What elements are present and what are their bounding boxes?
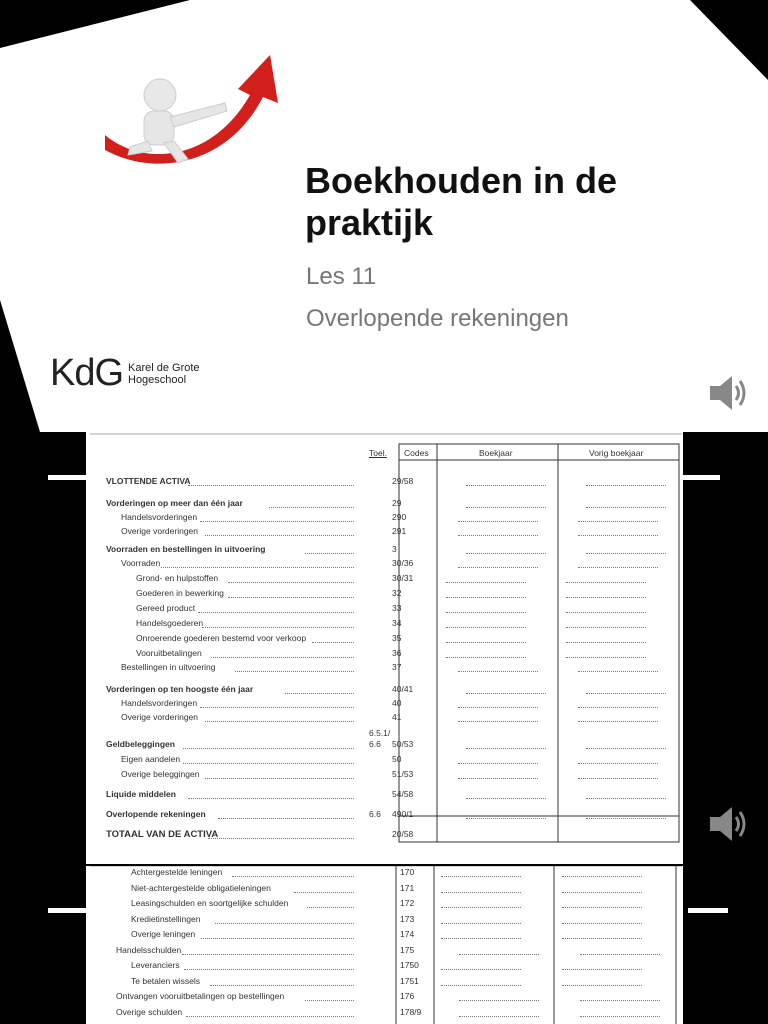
leader-dots bbox=[186, 1016, 354, 1017]
row-code: 172 bbox=[400, 898, 415, 908]
boekjaar-blank bbox=[466, 507, 546, 508]
boekjaar-blank bbox=[458, 567, 538, 568]
leader-dots bbox=[200, 707, 354, 708]
liabilities-table bbox=[86, 866, 683, 1024]
leader-dots bbox=[218, 818, 354, 819]
leader-dots bbox=[235, 671, 354, 672]
row-code: 34 bbox=[392, 618, 402, 628]
leader-dots bbox=[205, 721, 354, 722]
row-code: 173 bbox=[400, 913, 415, 924]
boekjaar-blank bbox=[458, 763, 538, 764]
row-label: Onroerende goederen bestemd voor verkoop bbox=[136, 633, 307, 643]
row-code: 37 bbox=[392, 662, 402, 672]
leader-dots bbox=[228, 582, 354, 583]
row-code: 40/41 bbox=[392, 684, 414, 694]
vorig-boekjaar-blank bbox=[580, 1000, 660, 1001]
vorig-boekjaar-blank bbox=[562, 985, 642, 986]
leader-dots bbox=[205, 535, 354, 536]
leader-dots bbox=[307, 907, 354, 908]
row-code: 33 bbox=[392, 603, 402, 613]
vorig-boekjaar-blank bbox=[578, 535, 658, 536]
vorig-boekjaar-blank bbox=[562, 923, 642, 924]
boekjaar-blank bbox=[459, 1000, 539, 1001]
row-code: 50/53 bbox=[392, 739, 414, 749]
row-label: Te betalen wissels bbox=[131, 975, 200, 986]
row-code: 176 bbox=[400, 991, 415, 1001]
leader-dots bbox=[305, 1000, 354, 1001]
boekjaar-blank bbox=[441, 938, 521, 939]
vorig-boekjaar-blank bbox=[586, 748, 666, 749]
row-label: VLOTTENDE ACTIVA bbox=[106, 476, 191, 486]
vorig-boekjaar-blank bbox=[562, 892, 642, 893]
row-label: TOTAAL VAN DE ACTIVA bbox=[106, 829, 219, 840]
vorig-boekjaar-blank bbox=[578, 763, 658, 764]
leader-dots bbox=[202, 627, 354, 628]
row-code: 29 bbox=[392, 498, 402, 508]
row-label: Goederen in bewerking bbox=[136, 588, 224, 598]
leader-dots bbox=[183, 748, 355, 749]
leader-dots bbox=[205, 778, 354, 779]
vorig-boekjaar-blank bbox=[562, 938, 642, 939]
logo-name bbox=[128, 362, 248, 386]
row-label: Achtergestelde leningen bbox=[131, 867, 223, 877]
vorig-boekjaar-blank bbox=[586, 485, 666, 486]
row-code: 51/53 bbox=[392, 769, 414, 779]
row-code: 30/36 bbox=[392, 558, 414, 568]
row-label: Voorraden en bestellingen in uitvoering bbox=[106, 544, 266, 554]
row-code: 35 bbox=[392, 633, 402, 643]
row-label: Vooruitbetalingen bbox=[136, 648, 202, 658]
logo-name-line-1: Karel de Grote bbox=[128, 362, 200, 374]
header-codes: Codes bbox=[404, 448, 429, 458]
leader-dots bbox=[211, 657, 354, 658]
vorig-boekjaar-blank bbox=[562, 969, 642, 970]
row-label: Niet-achtergestelde obligatieleningen bbox=[131, 882, 271, 893]
row-label: Vorderingen op meer dan één jaar bbox=[106, 498, 243, 508]
vorig-boekjaar-blank bbox=[586, 693, 666, 694]
boekjaar-blank bbox=[446, 642, 526, 643]
slide-title bbox=[305, 160, 705, 244]
row-label: Vorderingen op ten hoogste één jaar bbox=[106, 684, 254, 694]
lesson-topic: Overlopende rekeningen bbox=[306, 305, 569, 332]
speaker-icon-2[interactable] bbox=[708, 803, 750, 845]
header-boekjaar: Boekjaar bbox=[479, 448, 513, 458]
row-code: 291 bbox=[392, 526, 407, 536]
leader-dots bbox=[312, 642, 354, 643]
vorig-boekjaar-blank bbox=[566, 597, 646, 598]
row-code: 171 bbox=[400, 882, 415, 893]
leader-dots bbox=[232, 876, 354, 877]
row-label: Kredietinstellingen bbox=[131, 913, 201, 924]
row-code: 30/31 bbox=[392, 573, 414, 583]
row-code: 36 bbox=[392, 648, 402, 658]
leader-dots bbox=[210, 985, 354, 986]
speaker-icon[interactable] bbox=[708, 372, 750, 414]
row-code: 174 bbox=[400, 929, 415, 939]
boekjaar-blank bbox=[466, 693, 546, 694]
vorig-boekjaar-blank bbox=[578, 721, 658, 722]
row-code: 20/58 bbox=[392, 829, 414, 839]
leader-dots bbox=[184, 969, 354, 970]
boekjaar-blank bbox=[441, 985, 521, 986]
right-dash-2 bbox=[688, 908, 728, 913]
vorig-boekjaar-blank bbox=[578, 567, 658, 568]
row-code: 175 bbox=[400, 944, 415, 955]
row-label: Overige schulden bbox=[116, 1006, 183, 1017]
vorig-boekjaar-blank bbox=[562, 876, 642, 877]
vorig-boekjaar-blank bbox=[578, 778, 658, 779]
boekjaar-blank bbox=[446, 657, 526, 658]
row-code: 54/58 bbox=[392, 789, 414, 799]
row-label: Bestellingen in uitvoering bbox=[121, 662, 216, 672]
growth-arrow-icon bbox=[100, 55, 285, 185]
row-label: Leveranciers bbox=[131, 960, 180, 970]
row-code: 178/9 bbox=[400, 1006, 422, 1017]
vorig-boekjaar-blank bbox=[566, 642, 646, 643]
vorig-boekjaar-blank bbox=[578, 707, 658, 708]
leader-dots bbox=[200, 521, 354, 522]
boekjaar-blank bbox=[446, 612, 526, 613]
vorig-boekjaar-blank bbox=[578, 671, 658, 672]
row-label: Handelsschulden bbox=[116, 944, 182, 955]
vorig-boekjaar-blank bbox=[566, 582, 646, 583]
row-code: 170 bbox=[400, 867, 415, 877]
vorig-boekjaar-blank bbox=[578, 521, 658, 522]
leader-dots bbox=[182, 954, 354, 955]
leader-dots bbox=[161, 567, 354, 568]
vorig-boekjaar-blank bbox=[580, 1016, 660, 1017]
assets-table bbox=[86, 432, 683, 864]
row-code: 50 bbox=[392, 754, 402, 764]
boekjaar-blank bbox=[441, 907, 521, 908]
row-code: 3 bbox=[392, 544, 397, 554]
row-label: Overlopende rekeningen bbox=[106, 809, 206, 819]
boekjaar-blank bbox=[458, 778, 538, 779]
vorig-boekjaar-blank bbox=[566, 657, 646, 658]
leader-dots bbox=[198, 612, 354, 613]
leader-dots bbox=[305, 553, 354, 554]
row-code: 40 bbox=[392, 698, 402, 708]
row-code: 1750 bbox=[400, 960, 419, 970]
row-label: Voorraden bbox=[121, 558, 161, 568]
row-label: Overige beleggingen bbox=[121, 769, 200, 779]
vorig-boekjaar-blank bbox=[580, 954, 660, 955]
leader-dots bbox=[208, 838, 354, 839]
left-dash-2 bbox=[48, 908, 88, 913]
row-label: Liquide middelen bbox=[106, 789, 176, 799]
toel-extra: 6.5.1/ bbox=[369, 728, 391, 738]
row-code: 490/1 bbox=[392, 809, 414, 819]
row-toel: 6.6 bbox=[369, 809, 381, 819]
boekjaar-blank bbox=[441, 876, 521, 877]
header-vorig-boekjaar: Vorig boekjaar bbox=[589, 448, 644, 458]
boekjaar-blank bbox=[458, 707, 538, 708]
row-label: Geldbeleggingen bbox=[106, 739, 175, 749]
leader-dots bbox=[269, 507, 354, 508]
row-label: Eigen aandelen bbox=[121, 754, 181, 764]
lesson-number: Les 11 bbox=[306, 263, 377, 290]
right-dash bbox=[680, 475, 720, 480]
leader-dots bbox=[228, 597, 354, 598]
leader-dots bbox=[285, 693, 355, 694]
leader-dots bbox=[188, 485, 354, 486]
logo-letters: KdG bbox=[50, 352, 124, 394]
row-label: Ontvangen vooruitbetalingen op bestellingen bbox=[116, 991, 285, 1001]
row-label: Handelsgoederen bbox=[136, 618, 204, 628]
boekjaar-blank bbox=[441, 892, 521, 893]
boekjaar-blank bbox=[446, 597, 526, 598]
vorig-boekjaar-blank bbox=[586, 818, 666, 819]
leader-dots bbox=[294, 892, 354, 893]
boekjaar-blank bbox=[466, 798, 546, 799]
row-code: 29/58 bbox=[392, 476, 414, 486]
vorig-boekjaar-blank bbox=[566, 612, 646, 613]
boekjaar-blank bbox=[466, 818, 546, 819]
vorig-boekjaar-blank bbox=[566, 627, 646, 628]
row-label: Overige vorderingen bbox=[121, 526, 199, 536]
vorig-boekjaar-blank bbox=[586, 798, 666, 799]
row-label: Overige vorderingen bbox=[121, 712, 199, 722]
boekjaar-blank bbox=[441, 923, 521, 924]
boekjaar-blank bbox=[441, 969, 521, 970]
title-line-1: Boekhouden in de bbox=[305, 160, 618, 201]
vorig-boekjaar-blank bbox=[586, 553, 666, 554]
vorig-boekjaar-blank bbox=[586, 507, 666, 508]
row-label: Handelsvorderingen bbox=[121, 698, 198, 708]
header-toel: Toel. bbox=[369, 448, 387, 458]
left-dash bbox=[48, 475, 88, 480]
title-slide bbox=[0, 0, 768, 432]
row-code: 290 bbox=[392, 512, 407, 522]
kdg-logo bbox=[50, 352, 200, 395]
title-line-2: praktijk bbox=[305, 202, 434, 243]
row-label: Leasingschulden en soortgelijke schulden bbox=[131, 898, 289, 908]
boekjaar-blank bbox=[458, 671, 538, 672]
boekjaar-blank bbox=[458, 721, 538, 722]
boekjaar-blank bbox=[458, 521, 538, 522]
leader-dots bbox=[188, 798, 354, 799]
row-code: 41 bbox=[392, 712, 402, 722]
vorig-boekjaar-blank bbox=[562, 907, 642, 908]
row-toel: 6.6 bbox=[369, 739, 381, 749]
boekjaar-blank bbox=[466, 553, 546, 554]
logo-name-line-2: Hogeschool bbox=[128, 374, 187, 386]
leader-dots bbox=[183, 763, 354, 764]
row-label: Overige leningen bbox=[131, 929, 196, 939]
row-label: Gereed product bbox=[136, 603, 196, 613]
boekjaar-blank bbox=[466, 748, 546, 749]
leader-dots bbox=[201, 938, 354, 939]
row-code: 32 bbox=[392, 588, 402, 598]
row-label: Handelsvorderingen bbox=[121, 512, 198, 522]
boekjaar-blank bbox=[446, 582, 526, 583]
boekjaar-blank bbox=[458, 535, 538, 536]
row-label: Grond- en hulpstoffen bbox=[136, 573, 219, 583]
boekjaar-blank bbox=[459, 1016, 539, 1017]
boekjaar-blank bbox=[459, 954, 539, 955]
boekjaar-blank bbox=[466, 485, 546, 486]
row-code: 1751 bbox=[400, 975, 419, 986]
leader-dots bbox=[215, 923, 354, 924]
boekjaar-blank bbox=[446, 627, 526, 628]
